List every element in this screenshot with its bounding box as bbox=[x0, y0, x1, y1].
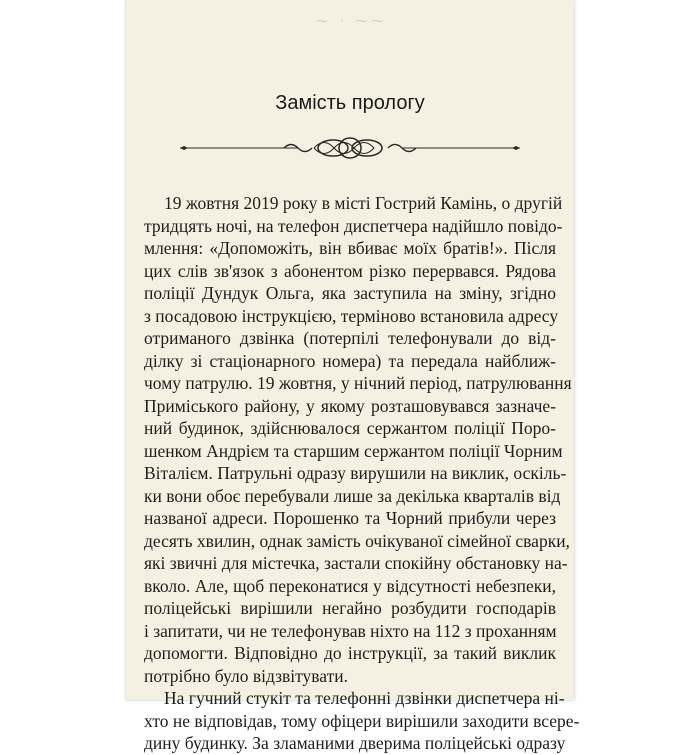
book-page bbox=[126, 0, 580, 753]
text-line: ний будинок, здійснювалося сержантом поліції Поро- bbox=[144, 418, 556, 438]
text-line: вколо. Але, щоб переконатися у відсутності небезпеки, bbox=[144, 575, 556, 596]
chapter-title: Замість прологу bbox=[275, 92, 425, 114]
text-line: чому патрулю. 19 жовтня, у нічний період, патрулювання bbox=[144, 373, 572, 393]
ornamental-flourish-icon bbox=[180, 136, 520, 160]
text-line: хто не відповідав, тому офіцери вирішили заходити всере- bbox=[144, 710, 580, 731]
text-line: цих слів зв'язок з абонентом різко перервався. Рядова bbox=[144, 260, 556, 281]
text-line: з посадовою інструкцією, терміново встановила адресу bbox=[144, 305, 559, 326]
text-line: десять хвилин, однак замість очікуваної сімейної сварки, bbox=[144, 530, 570, 551]
text-line: тридцять ночі, на телефон диспетчера надійшло повідо- bbox=[144, 215, 563, 236]
text-line: млення: «Допоможіть, він вбиває моїх братів!». Після bbox=[144, 238, 556, 258]
text-line: ділку зі стаціонарного номера) та передала найближ- bbox=[144, 350, 556, 371]
text-line: допомогти. Відповідно до інструкції, за такий виклик bbox=[144, 643, 556, 663]
text-line: отриманого дзвінка (потерпілі телефонували до від- bbox=[144, 328, 556, 348]
text-line: На гучний стукіт та телефонні дзвінки диспетчера ні- bbox=[164, 688, 565, 708]
text-line: ки вони обоє перебували лише за декілька кварталів від bbox=[144, 485, 561, 506]
text-line: потрібно було відзвітувати. bbox=[144, 665, 349, 686]
text-line: шенком Андрієм та старшим сержантом поліції Чорним bbox=[144, 440, 563, 461]
text-line: поліції Дундук Ольга, яка заступила на зміну, згідно bbox=[144, 283, 556, 303]
text-line: які звичні для містечка, застали спокійну обстановку на- bbox=[144, 553, 568, 573]
text-line: Приміського району, у якому розташовувався зазначе- bbox=[144, 395, 556, 416]
text-line: поліцейські вирішили негайно розбудити господарів bbox=[144, 598, 556, 618]
body-text bbox=[144, 192, 580, 755]
header-ornament-icon: ⁓ · ⁓⁓ bbox=[316, 14, 388, 28]
text-line: названої адреси. Порошенко та Чорний прибули через bbox=[144, 508, 556, 528]
text-line: дину будинку. За зламаними дверима поліцейські одразу bbox=[144, 733, 566, 753]
text-line: 19 жовтня 2019 року в місті Гострий Камінь, о другій bbox=[164, 193, 563, 213]
text-line: Віталієм. Патрульні одразу вирушили на виклик, оскіль- bbox=[144, 463, 567, 483]
text-line: і запитати, чи не телефонував ніхто на 112 з проханням bbox=[144, 620, 557, 641]
